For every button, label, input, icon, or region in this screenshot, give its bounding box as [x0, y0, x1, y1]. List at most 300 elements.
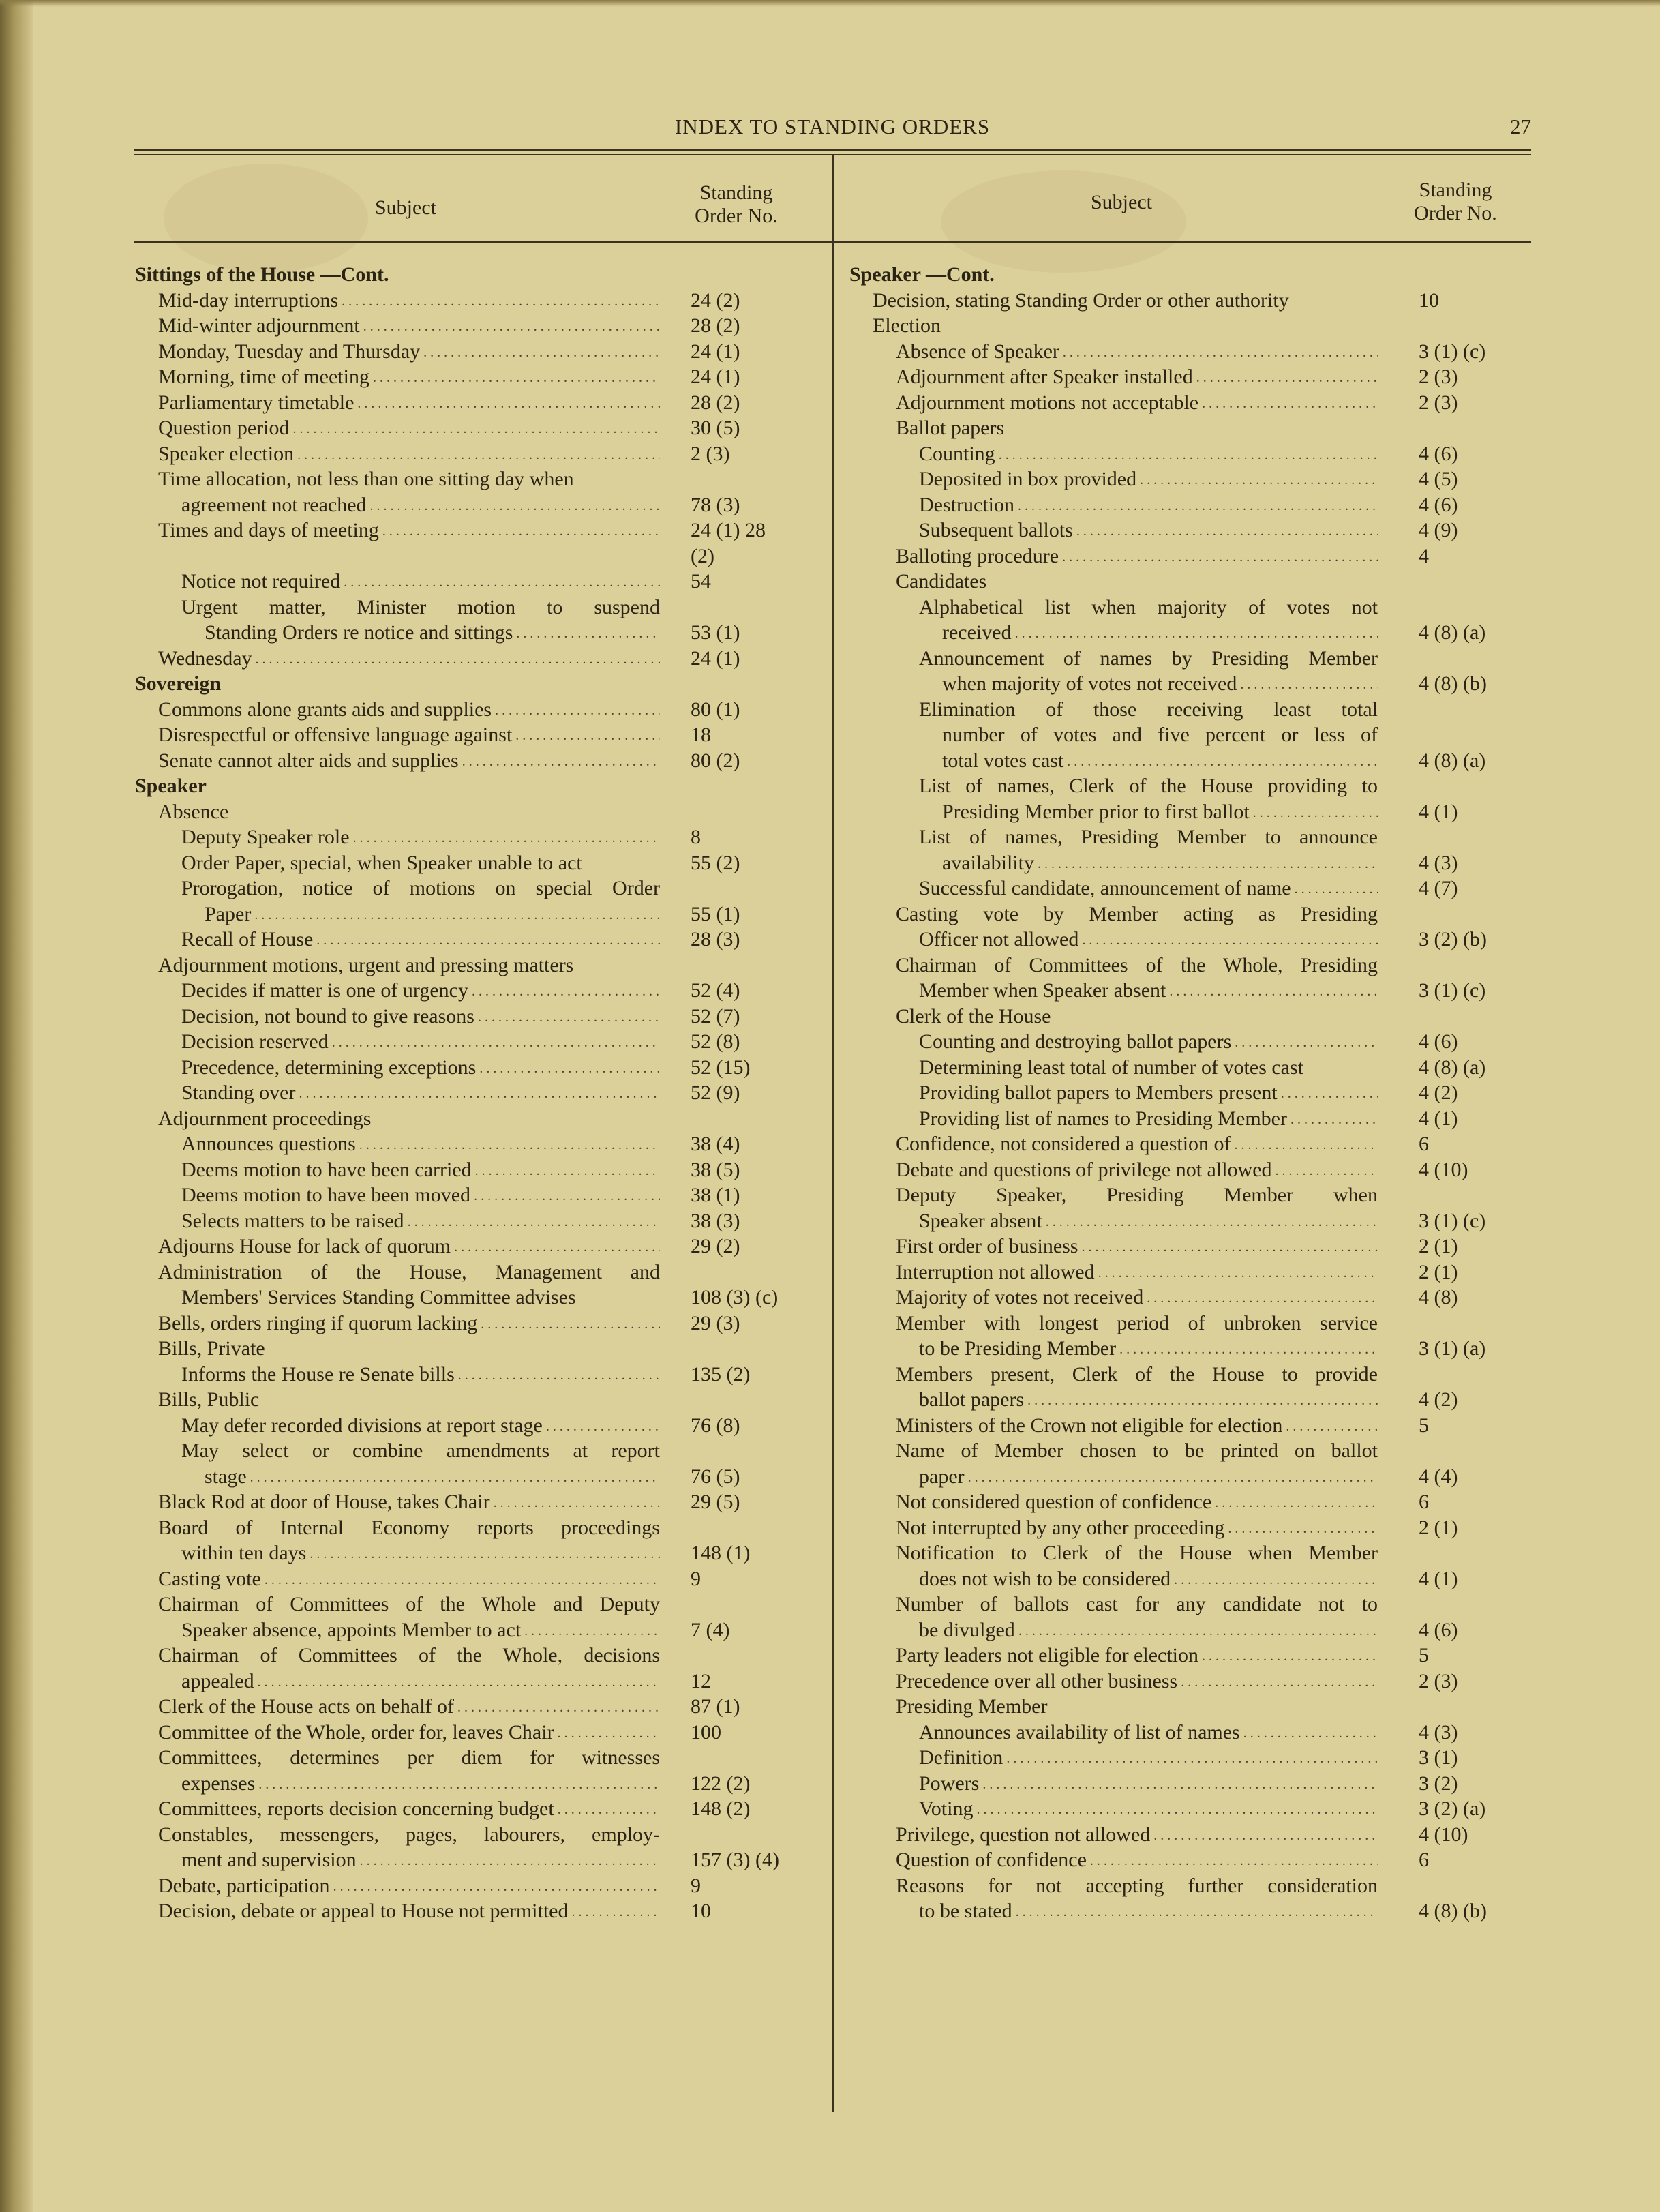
entry-standing-order: 52 (9): [691, 1081, 740, 1104]
index-entry: [135, 1107, 817, 1133]
entry-subject: Election: [873, 314, 941, 337]
entry-subject: Providing ballot papers to Members present . . .: [919, 1081, 1378, 1107]
index-entry: [135, 877, 817, 903]
entry-subject: Decides if matter is one of urgency . . .: [181, 979, 660, 1005]
index-entry: [135, 749, 817, 775]
index-entry: [135, 903, 817, 929]
entry-subject: Administration of the House, Management and: [158, 1260, 660, 1283]
index-entry: [849, 1491, 1531, 1516]
entry-subject: Not interrupted by any other proceeding . . .: [896, 1516, 1378, 1542]
index-entry: [849, 1337, 1531, 1363]
entry-subject: Decision, debate or appeal to House not permitted . . .: [158, 1900, 660, 1926]
index-entry: [849, 1619, 1531, 1645]
entry-subject: Counting and destroying ballot papers . . .: [919, 1030, 1378, 1056]
index-entry: [849, 1286, 1531, 1312]
entry-standing-order: 4 (6): [1419, 442, 1458, 465]
entry-subject: Speaker absent . . .: [919, 1210, 1378, 1236]
entry-subject: Sittings of the House —Cont.: [135, 263, 389, 286]
entry-standing-order: 6: [1419, 1849, 1429, 1871]
index-entry: [849, 1721, 1531, 1747]
index-entry: [135, 1133, 817, 1159]
index-entry: [849, 1797, 1531, 1823]
entry-subject: Presiding Member prior to first ballot . . .: [942, 801, 1378, 826]
index-entry: [849, 1593, 1531, 1619]
index-entry: [135, 1593, 817, 1619]
entry-subject: Powers . . .: [919, 1772, 1378, 1798]
index-heading: [135, 775, 817, 801]
entry-subject: Reasons for not accepting further consideration: [896, 1874, 1378, 1897]
entry-subject: First order of business . . .: [896, 1235, 1378, 1261]
index-entry: [849, 723, 1531, 749]
entry-subject: Interruption not allowed . . .: [896, 1261, 1378, 1287]
index-entry: [135, 954, 817, 980]
entry-standing-order: 4 (8) (a): [1419, 1056, 1486, 1079]
entry-subject: Deems motion to have been moved . . .: [181, 1184, 660, 1210]
index-entry: [849, 1823, 1531, 1849]
entry-subject: Constables, messengers, pages, labourers, employ-: [158, 1823, 660, 1846]
entry-subject: Disrespectful or offensive language against . . .: [158, 723, 660, 749]
left-index-column: [135, 263, 817, 1926]
index-entry: [135, 1874, 817, 1900]
index-entry: [849, 1030, 1531, 1056]
entry-standing-order: 52 (7): [691, 1004, 740, 1028]
entry-standing-order: 4 (5): [1419, 468, 1458, 490]
index-entry: [849, 1363, 1531, 1389]
entry-standing-order: 10: [1419, 288, 1439, 312]
entry-standing-order: 2 (3): [1419, 1669, 1458, 1692]
index-entry: [849, 1849, 1531, 1874]
index-entry: [135, 1619, 817, 1645]
index-entry: [849, 749, 1531, 775]
entry-subject: Elimination of those receiving least total: [919, 698, 1378, 721]
entry-standing-order: 78 (3): [691, 493, 740, 516]
index-entry: [849, 1695, 1531, 1721]
entry-subject: Board of Internal Economy reports proceedings: [158, 1516, 660, 1539]
entry-standing-order: 52 (8): [691, 1030, 740, 1053]
entry-subject: Speaker absence, appoints Member to act . . .: [181, 1619, 660, 1645]
index-heading: [135, 263, 817, 289]
entry-standing-order: 4 (8) (b): [1419, 1900, 1487, 1922]
entry-subject: Casting vote . . .: [158, 1568, 660, 1594]
entry-subject: Candidates: [896, 570, 987, 593]
entry-subject: total votes cast . . .: [942, 749, 1378, 775]
entry-standing-order: 29 (2): [691, 1235, 740, 1257]
index-entry: [135, 1823, 817, 1849]
entry-standing-order: 2 (3): [1419, 391, 1458, 414]
entry-standing-order: 2 (1): [1419, 1235, 1458, 1257]
entry-standing-order: 157 (3) (4): [691, 1849, 779, 1871]
entry-standing-order: 29 (5): [691, 1491, 740, 1513]
index-entry: [135, 1056, 817, 1082]
entry-subject: Standing over . . .: [181, 1081, 660, 1107]
index-entry: [135, 852, 817, 878]
left-standing-order-heading: [654, 181, 818, 228]
entry-subject: Bills, Private: [158, 1337, 265, 1360]
entry-subject: Notification to Clerk of the House when Member: [896, 1542, 1378, 1564]
entry-standing-order: 24 (2): [691, 288, 740, 312]
index-entry: [849, 468, 1531, 494]
entry-subject: Time allocation, not less than one sitting day when: [158, 468, 574, 490]
entry-subject: within ten days . . .: [181, 1542, 660, 1568]
entry-standing-order: 4 (6): [1419, 493, 1458, 516]
entry-subject: Absence: [158, 800, 229, 823]
index-entry: [849, 1261, 1531, 1287]
entry-standing-order: 3 (1) (c): [1419, 979, 1486, 1002]
entry-standing-order: 4 (4): [1419, 1465, 1458, 1488]
index-entry: [135, 1568, 817, 1594]
index-entry: [135, 1286, 817, 1312]
entry-subject: Decision, not bound to give reasons . . .: [181, 1005, 660, 1031]
entry-standing-order: 10: [691, 1900, 711, 1922]
entry-standing-order: 4 (10): [1419, 1823, 1468, 1846]
entry-subject: to be Presiding Member . . .: [919, 1337, 1378, 1363]
entry-standing-order: 122 (2): [691, 1772, 751, 1795]
entry-subject: Paper . . .: [205, 903, 660, 929]
index-entry: [849, 1439, 1531, 1465]
index-entry: [849, 903, 1531, 929]
index-entry: [849, 1874, 1531, 1900]
index-entry: [849, 1056, 1531, 1082]
index-entry: [849, 877, 1531, 903]
index-entry: [135, 1797, 817, 1823]
entry-subject: Number of ballots cast for any candidate not to: [896, 1593, 1378, 1615]
index-entry: [135, 723, 817, 749]
entry-subject: Clerk of the House acts on behalf of . . .: [158, 1695, 660, 1721]
index-entry: [849, 1542, 1531, 1568]
entry-standing-order: 4 (10): [1419, 1158, 1468, 1181]
index-entry: [849, 1081, 1531, 1107]
entry-subject: Members present, Clerk of the House to provide: [896, 1362, 1378, 1386]
index-entry: [135, 596, 817, 622]
entry-subject: Determining least total of number of votes cast: [919, 1056, 1304, 1079]
entry-standing-order: 4 (8) (a): [1419, 621, 1486, 644]
index-entry: [135, 1746, 817, 1772]
index-entry: [849, 775, 1531, 801]
entry-subject: when majority of votes not received . . .: [942, 672, 1378, 698]
entry-subject: Providing list of names to Presiding Member . . .: [919, 1107, 1378, 1133]
entry-subject: Adjournment proceedings: [158, 1107, 372, 1130]
entry-standing-order: 4 (1): [1419, 1107, 1458, 1130]
entry-subject: Bills, Public: [158, 1388, 260, 1411]
entry-subject: Officer not allowed . . .: [919, 928, 1378, 954]
entry-subject: Deputy Speaker, Presiding Member when: [896, 1184, 1378, 1206]
entry-standing-order: 4 (1): [1419, 1567, 1458, 1590]
entry-standing-order: 55 (1): [691, 902, 740, 925]
entry-standing-order: 9: [691, 1874, 701, 1897]
entry-standing-order: 24 (1): [691, 646, 740, 670]
entry-subject: received . . .: [942, 621, 1378, 647]
entry-standing-order: 80 (1): [691, 698, 740, 721]
entry-subject: be divulged . . .: [919, 1619, 1378, 1645]
entry-standing-order: 4 (3): [1419, 1720, 1458, 1744]
index-entry: [849, 596, 1531, 622]
entry-subject: expenses . . .: [181, 1772, 660, 1798]
entry-subject: Member with longest period of unbroken service: [896, 1311, 1378, 1334]
entry-subject: Announcement of names by Presiding Member: [919, 646, 1378, 670]
entry-subject: Destruction . . .: [919, 494, 1378, 520]
index-entry: [135, 1388, 817, 1414]
entry-standing-order: 55 (2): [691, 851, 740, 874]
entry-subject: agreement not reached . . .: [181, 494, 660, 520]
index-entry: [849, 801, 1531, 826]
entry-subject: Debate, participation . . .: [158, 1874, 660, 1900]
entry-standing-order: 80 (2): [691, 749, 740, 772]
index-entry: [849, 1184, 1531, 1210]
page-number: 27: [1510, 115, 1531, 138]
index-entry: [849, 1388, 1531, 1414]
entry-subject: Senate cannot alter aids and supplies . . .: [158, 749, 660, 775]
entry-standing-order: 28 (3): [691, 928, 740, 951]
index-entry: [135, 1542, 817, 1568]
index-entry: [849, 289, 1531, 315]
index-entry: [135, 468, 817, 494]
index-entry: [849, 826, 1531, 852]
index-entry: [849, 954, 1531, 980]
entry-standing-order: 6: [1419, 1491, 1429, 1513]
entry-subject: Speaker —Cont.: [849, 263, 995, 286]
entry-standing-order: 135 (2): [691, 1362, 751, 1386]
entry-subject: Counting . . .: [919, 443, 1378, 468]
entry-subject: Committee of the Whole, order for, leaves Chair . . .: [158, 1721, 660, 1747]
entry-subject: Name of Member chosen to be printed on ballot: [896, 1439, 1378, 1462]
entry-subject: ballot papers . . .: [919, 1388, 1378, 1414]
entry-standing-order: 8: [691, 826, 701, 848]
index-entry: [849, 1210, 1531, 1236]
index-entry: [135, 621, 817, 647]
entry-subject: Members' Services Standing Committee advises: [181, 1286, 576, 1309]
entry-subject: appealed . . .: [181, 1670, 660, 1696]
index-entry: [849, 621, 1531, 647]
index-entry: [135, 1159, 817, 1184]
index-entry: [849, 365, 1531, 391]
entry-standing-order: 4 (8) (a): [1419, 749, 1486, 772]
entry-standing-order: 28 (2): [691, 391, 740, 414]
entry-subject: Deposited in box provided . . .: [919, 468, 1378, 494]
entry-subject: Chairman of Committees of the Whole and Deputy: [158, 1593, 660, 1615]
index-entry: [849, 1670, 1531, 1696]
entry-subject: stage . . .: [205, 1465, 660, 1491]
index-entry: [849, 852, 1531, 878]
index-entry: [849, 443, 1531, 468]
entry-subject: Black Rod at door of House, takes Chair . . .: [158, 1491, 660, 1516]
index-entry: [135, 314, 817, 340]
entry-standing-order: 4 (8): [1419, 1286, 1458, 1309]
entry-standing-order: 28 (2): [691, 314, 740, 337]
index-entry: [135, 1030, 817, 1056]
entry-standing-order: 4 (9): [1419, 519, 1458, 541]
entry-standing-order: 4 (3): [1419, 851, 1458, 874]
entry-subject: Committees, determines per diem for witnesses: [158, 1746, 660, 1769]
index-entry: [135, 417, 817, 443]
entry-subject: Precedence, determining exceptions . . .: [181, 1056, 660, 1082]
entry-subject: Successful candidate, announcement of name . . .: [919, 877, 1378, 903]
entry-standing-order: 76 (8): [691, 1414, 740, 1437]
entry-standing-order: 87 (1): [691, 1695, 740, 1718]
entry-standing-order: 148 (1): [691, 1542, 751, 1564]
index-entry: [135, 826, 817, 852]
entry-standing-order: 38 (3): [691, 1209, 740, 1232]
index-entry: [135, 289, 817, 315]
entry-subject: Ministers of the Crown not eligible for election . . .: [896, 1414, 1378, 1440]
entry-standing-order: 2 (3): [691, 442, 730, 465]
index-entry: [135, 1491, 817, 1516]
index-entry: [135, 443, 817, 468]
column-divider: [832, 155, 834, 2112]
entry-standing-order: 5: [1419, 1644, 1429, 1667]
entry-subject: Ballot papers: [896, 417, 1005, 439]
index-entry: [135, 1235, 817, 1261]
index-entry: [135, 494, 817, 520]
entry-subject: Announces availability of list of names . . .: [919, 1721, 1378, 1747]
entry-subject: Question period . . .: [158, 417, 660, 443]
index-entry: [135, 1465, 817, 1491]
entry-standing-order: 4 (2): [1419, 1081, 1458, 1104]
entry-subject: Casting vote by Member acting as Presiding: [896, 902, 1378, 925]
index-entry: [135, 1516, 817, 1542]
entry-subject: Times and days of meeting . . .: [158, 519, 660, 545]
paper-stain: [941, 170, 1186, 273]
entry-standing-order: 38 (5): [691, 1158, 740, 1181]
index-entry: [849, 1133, 1531, 1159]
entry-standing-order: 4 (7): [1419, 877, 1458, 899]
entry-subject: List of names, Presiding Member to announce: [919, 826, 1378, 848]
index-entry: [849, 519, 1531, 545]
index-entry: [135, 647, 817, 673]
index-entry: [135, 340, 817, 366]
index-entry: [135, 1772, 817, 1798]
index-entry: [135, 519, 817, 545]
entry-subject: Definition . . .: [919, 1746, 1378, 1772]
entry-standing-order: 52 (4): [691, 979, 740, 1002]
entry-standing-order: 54: [691, 570, 711, 593]
entry-subject: Deems motion to have been carried . . .: [181, 1159, 660, 1184]
entry-subject: Informs the House re Senate bills . . .: [181, 1363, 660, 1389]
entry-standing-order: 24 (1): [691, 340, 740, 363]
entry-subject: Clerk of the House: [896, 1004, 1051, 1028]
entry-subject: Order Paper, special, when Speaker unable to act: [181, 851, 582, 874]
entry-subject: Urgent matter, Minister motion to suspend: [181, 595, 660, 618]
entry-subject: List of names, Clerk of the House providing to: [919, 775, 1378, 797]
entry-subject: Adjourns House for lack of quorum . . .: [158, 1235, 660, 1261]
entry-subject: Chairman of Committees of the Whole, Presiding: [896, 953, 1378, 976]
entry-standing-order: 53 (1): [691, 621, 740, 644]
index-entry: [135, 1261, 817, 1287]
index-entry: [849, 1235, 1531, 1261]
entry-subject: Prorogation, notice of motions on special Order: [181, 877, 660, 899]
entry-subject: Adjournment motions, urgent and pressing matters: [158, 953, 574, 976]
index-entry: [135, 928, 817, 954]
entry-subject: Confidence, not considered a question of . . .: [896, 1133, 1378, 1159]
entry-subject: Not considered question of confidence . . .: [896, 1491, 1378, 1516]
entry-standing-order: 3 (1) (c): [1419, 1209, 1486, 1232]
entry-subject: Sovereign: [135, 672, 222, 695]
entry-standing-order: 38 (4): [691, 1133, 740, 1155]
entry-subject: Speaker election . . .: [158, 443, 660, 468]
index-entry: [849, 1159, 1531, 1184]
entry-subject: Member when Speaker absent . . .: [919, 979, 1378, 1005]
entry-standing-order: 2 (1): [1419, 1516, 1458, 1539]
entry-subject: Adjournment motions not acceptable . . .: [896, 391, 1378, 417]
running-head: [134, 115, 1531, 145]
entry-subject: Question of confidence . . .: [896, 1849, 1378, 1874]
index-entry: [135, 1210, 817, 1236]
index-entry: [135, 1849, 817, 1874]
entry-subject: Parliamentary timetable . . .: [158, 391, 660, 417]
index-entry: [135, 1312, 817, 1338]
entry-subject: Alphabetical list when majority of votes not: [919, 595, 1378, 618]
index-entry: [135, 1363, 817, 1389]
entry-subject: Absence of Speaker . . .: [896, 340, 1378, 366]
index-entry: [849, 391, 1531, 417]
entry-standing-order: 7 (4): [691, 1618, 730, 1641]
index-entry: [135, 545, 817, 571]
entry-subject: Voting . . .: [919, 1797, 1378, 1823]
entry-standing-order: 4 (1): [1419, 800, 1458, 823]
entry-subject: Subsequent ballots . . .: [919, 519, 1378, 545]
entry-standing-order: 2 (1): [1419, 1260, 1458, 1283]
index-entry: [849, 1900, 1531, 1926]
entry-subject: Presiding Member: [896, 1695, 1048, 1718]
index-entry: [849, 314, 1531, 340]
index-entry: [849, 672, 1531, 698]
entry-subject: Wednesday . . .: [158, 647, 660, 673]
right-index-column: [849, 263, 1531, 1926]
entry-standing-order: 52 (15): [691, 1056, 751, 1079]
left-so-heading-line1: Standing: [699, 181, 773, 204]
index-entry: [849, 1746, 1531, 1772]
index-entry: [135, 391, 817, 417]
entry-subject: May select or combine amendments at report: [181, 1439, 660, 1462]
entry-standing-order: 108 (3) (c): [691, 1286, 779, 1309]
page-binding-shadow: [0, 0, 33, 2212]
index-entry: [135, 801, 817, 826]
entry-standing-order: 4 (8) (b): [1419, 672, 1487, 695]
index-entry: [135, 1721, 817, 1747]
entry-subject: Party leaders not eligible for election . . .: [896, 1644, 1378, 1670]
entry-standing-order: 24 (1) 28: [691, 519, 766, 541]
entry-standing-order: 4 (6): [1419, 1030, 1458, 1053]
entry-subject: Mid-winter adjournment . . .: [158, 314, 660, 340]
entry-subject: number of votes and five percent or less of: [942, 723, 1378, 746]
entry-subject: Balloting procedure . . .: [896, 545, 1378, 571]
index-entry: [849, 1107, 1531, 1133]
index-entry: [849, 1414, 1531, 1440]
index-entry: [849, 340, 1531, 366]
right-standing-order-heading: [1370, 179, 1541, 225]
left-so-heading-line2: Order No.: [695, 205, 778, 227]
index-entry: [135, 1695, 817, 1721]
entry-subject: Standing Orders re notice and sittings . . .: [205, 621, 660, 647]
entry-subject: Majority of votes not received . . .: [896, 1286, 1378, 1312]
entry-standing-order: 38 (1): [691, 1184, 740, 1206]
entry-standing-order: 3 (1): [1419, 1746, 1458, 1769]
entry-subject: Privilege, question not allowed . . .: [896, 1823, 1378, 1849]
entry-subject: availability . . .: [942, 852, 1378, 878]
index-entry: [849, 979, 1531, 1005]
entry-standing-order: 30 (5): [691, 417, 740, 439]
index-entry: [849, 1516, 1531, 1542]
entry-subject: Monday, Tuesday and Thursday . . .: [158, 340, 660, 366]
entry-subject: Precedence over all other business . . .: [896, 1670, 1378, 1696]
index-entry: [135, 979, 817, 1005]
running-title: INDEX TO STANDING ORDERS: [674, 115, 991, 138]
index-entry: [849, 1005, 1531, 1031]
index-entry: [849, 570, 1531, 596]
index-heading: [135, 672, 817, 698]
index-entry: [849, 1312, 1531, 1338]
entry-standing-order: 6: [1419, 1133, 1429, 1155]
index-entry: [849, 1772, 1531, 1798]
